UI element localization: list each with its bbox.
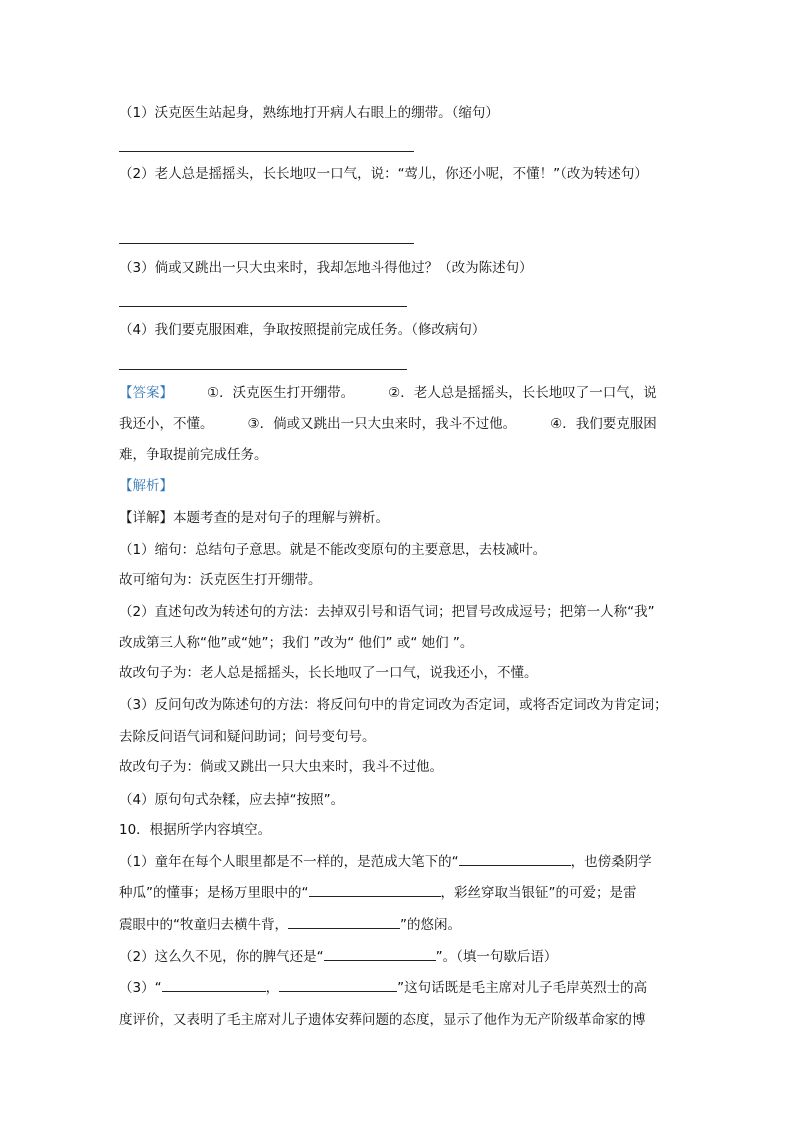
q10-part3: [119, 979, 647, 997]
answer-2: ②．老人总是摇摇头，长长地叹了一口气，说: [388, 385, 657, 401]
fill-blank[interactable]: [162, 979, 266, 992]
fill-blank[interactable]: [459, 853, 571, 866]
text: ”这句话既是毛主席对儿子毛岸英烈士的高: [397, 980, 648, 996]
q10-part2: [119, 948, 557, 966]
q10-part1-cont2: [119, 916, 461, 934]
answer-2-cont: 我还小，不懂。: [119, 416, 214, 432]
q10-part1: [119, 853, 652, 871]
answer-line-3[interactable]: [119, 306, 407, 307]
question-2: （2）老人总是摇摇头，长长地叹一口气，说：“莺儿，你还小呢，不懂！”（改为转述句）: [119, 166, 648, 182]
analysis-line: （1）缩句：总结句子意思。就是不能改变原句的主要意思，去枝减叶。: [119, 542, 547, 558]
answer-1: ①．沃克医生打开绷带。: [207, 385, 355, 401]
question-1: （1）沃克医生站起身，熟练地打开病人右眼上的绷带。（缩句）: [119, 105, 499, 121]
fill-blank[interactable]: [288, 916, 400, 929]
answer-3: ③．倘或又跳出一只大虫来时，我斗不过他。: [247, 416, 517, 432]
answer-line-4[interactable]: [119, 369, 407, 370]
q10-part3-cont: 度评价，又表明了毛主席对儿子遗体安葬问题的态度，显示了他作为无产阶级革命家的博: [119, 1012, 646, 1028]
analysis-line: （2）直述句改为转述句的方法：去掉双引号和语气词；把冒号改成逗号；把第一人称“我”: [119, 604, 655, 620]
text: ”的悠闲。: [400, 917, 461, 933]
answer-line-2[interactable]: [119, 243, 414, 244]
question-4: （4）我们要克服困难，争取按照提前完成任务。（修改病句）: [119, 322, 486, 338]
text: ，: [265, 980, 280, 996]
text: 种瓜”的懂事；是杨万里眼中的“: [119, 885, 309, 901]
analysis-line: 故改句子为：倘或又跳出一只大虫来时，我斗不过他。: [119, 759, 443, 775]
answer-4-cont: 难，争取提前完成任务。: [119, 447, 268, 463]
analysis-line: 故改句子为：老人总是摇摇头，长长地叹了一口气，说我还小，不懂。: [119, 665, 538, 681]
analysis-line: （4）原句句式杂糅，应去掉“按照”。: [119, 792, 345, 808]
analysis-line: 故可缩句为：沃克医生打开绷带。: [119, 572, 322, 588]
analysis-line: 去除反问语气词和疑问助词；问号变句号。: [119, 729, 376, 745]
analysis-line: 改成第三人称“他”或“她”；我们 ”改为“ 他们” 或“ 她们 ”。: [119, 635, 474, 651]
text: ，彩丝穿取当银钲”的可爱；是雷: [440, 885, 637, 901]
text: ，也傍桑阴学: [570, 854, 652, 870]
text: 震眼中的“牧童归去横牛背，: [119, 917, 288, 933]
answer-line-1[interactable]: [119, 151, 414, 152]
question-10-title: 10．根据所学内容填空。: [119, 822, 272, 838]
text: ”。（填一句歇后语）: [435, 949, 558, 965]
q10-part1-cont: [119, 884, 637, 902]
fill-blank[interactable]: [279, 979, 397, 992]
analysis-line: 【详解】本题考查的是对句子的理解与辨析。: [119, 510, 389, 526]
fill-blank[interactable]: [324, 948, 436, 961]
answer-line-b: [119, 415, 657, 433]
answer-4: ④．我们要克服困: [550, 416, 657, 432]
text: （1）童年在每个人眼里都是不一样的，是范成大笔下的“: [119, 854, 459, 870]
analysis-line: （3）反问句改为陈述句的方法：将反问句中的肯定词改为否定词，或将否定词改为肯定词；: [119, 697, 668, 713]
question-3: （3）倘或又跳出一只大虫来时，我却怎地斗得他过？（改为陈述句）: [119, 260, 533, 276]
text: （3）“: [119, 980, 162, 996]
answer-tag: 【答案】: [119, 385, 173, 401]
analysis-tag: 【解析】: [119, 478, 173, 494]
fill-blank[interactable]: [309, 884, 441, 897]
answer-line: [119, 384, 657, 402]
text: （2）这么久不见，你的脾气还是“: [119, 949, 324, 965]
